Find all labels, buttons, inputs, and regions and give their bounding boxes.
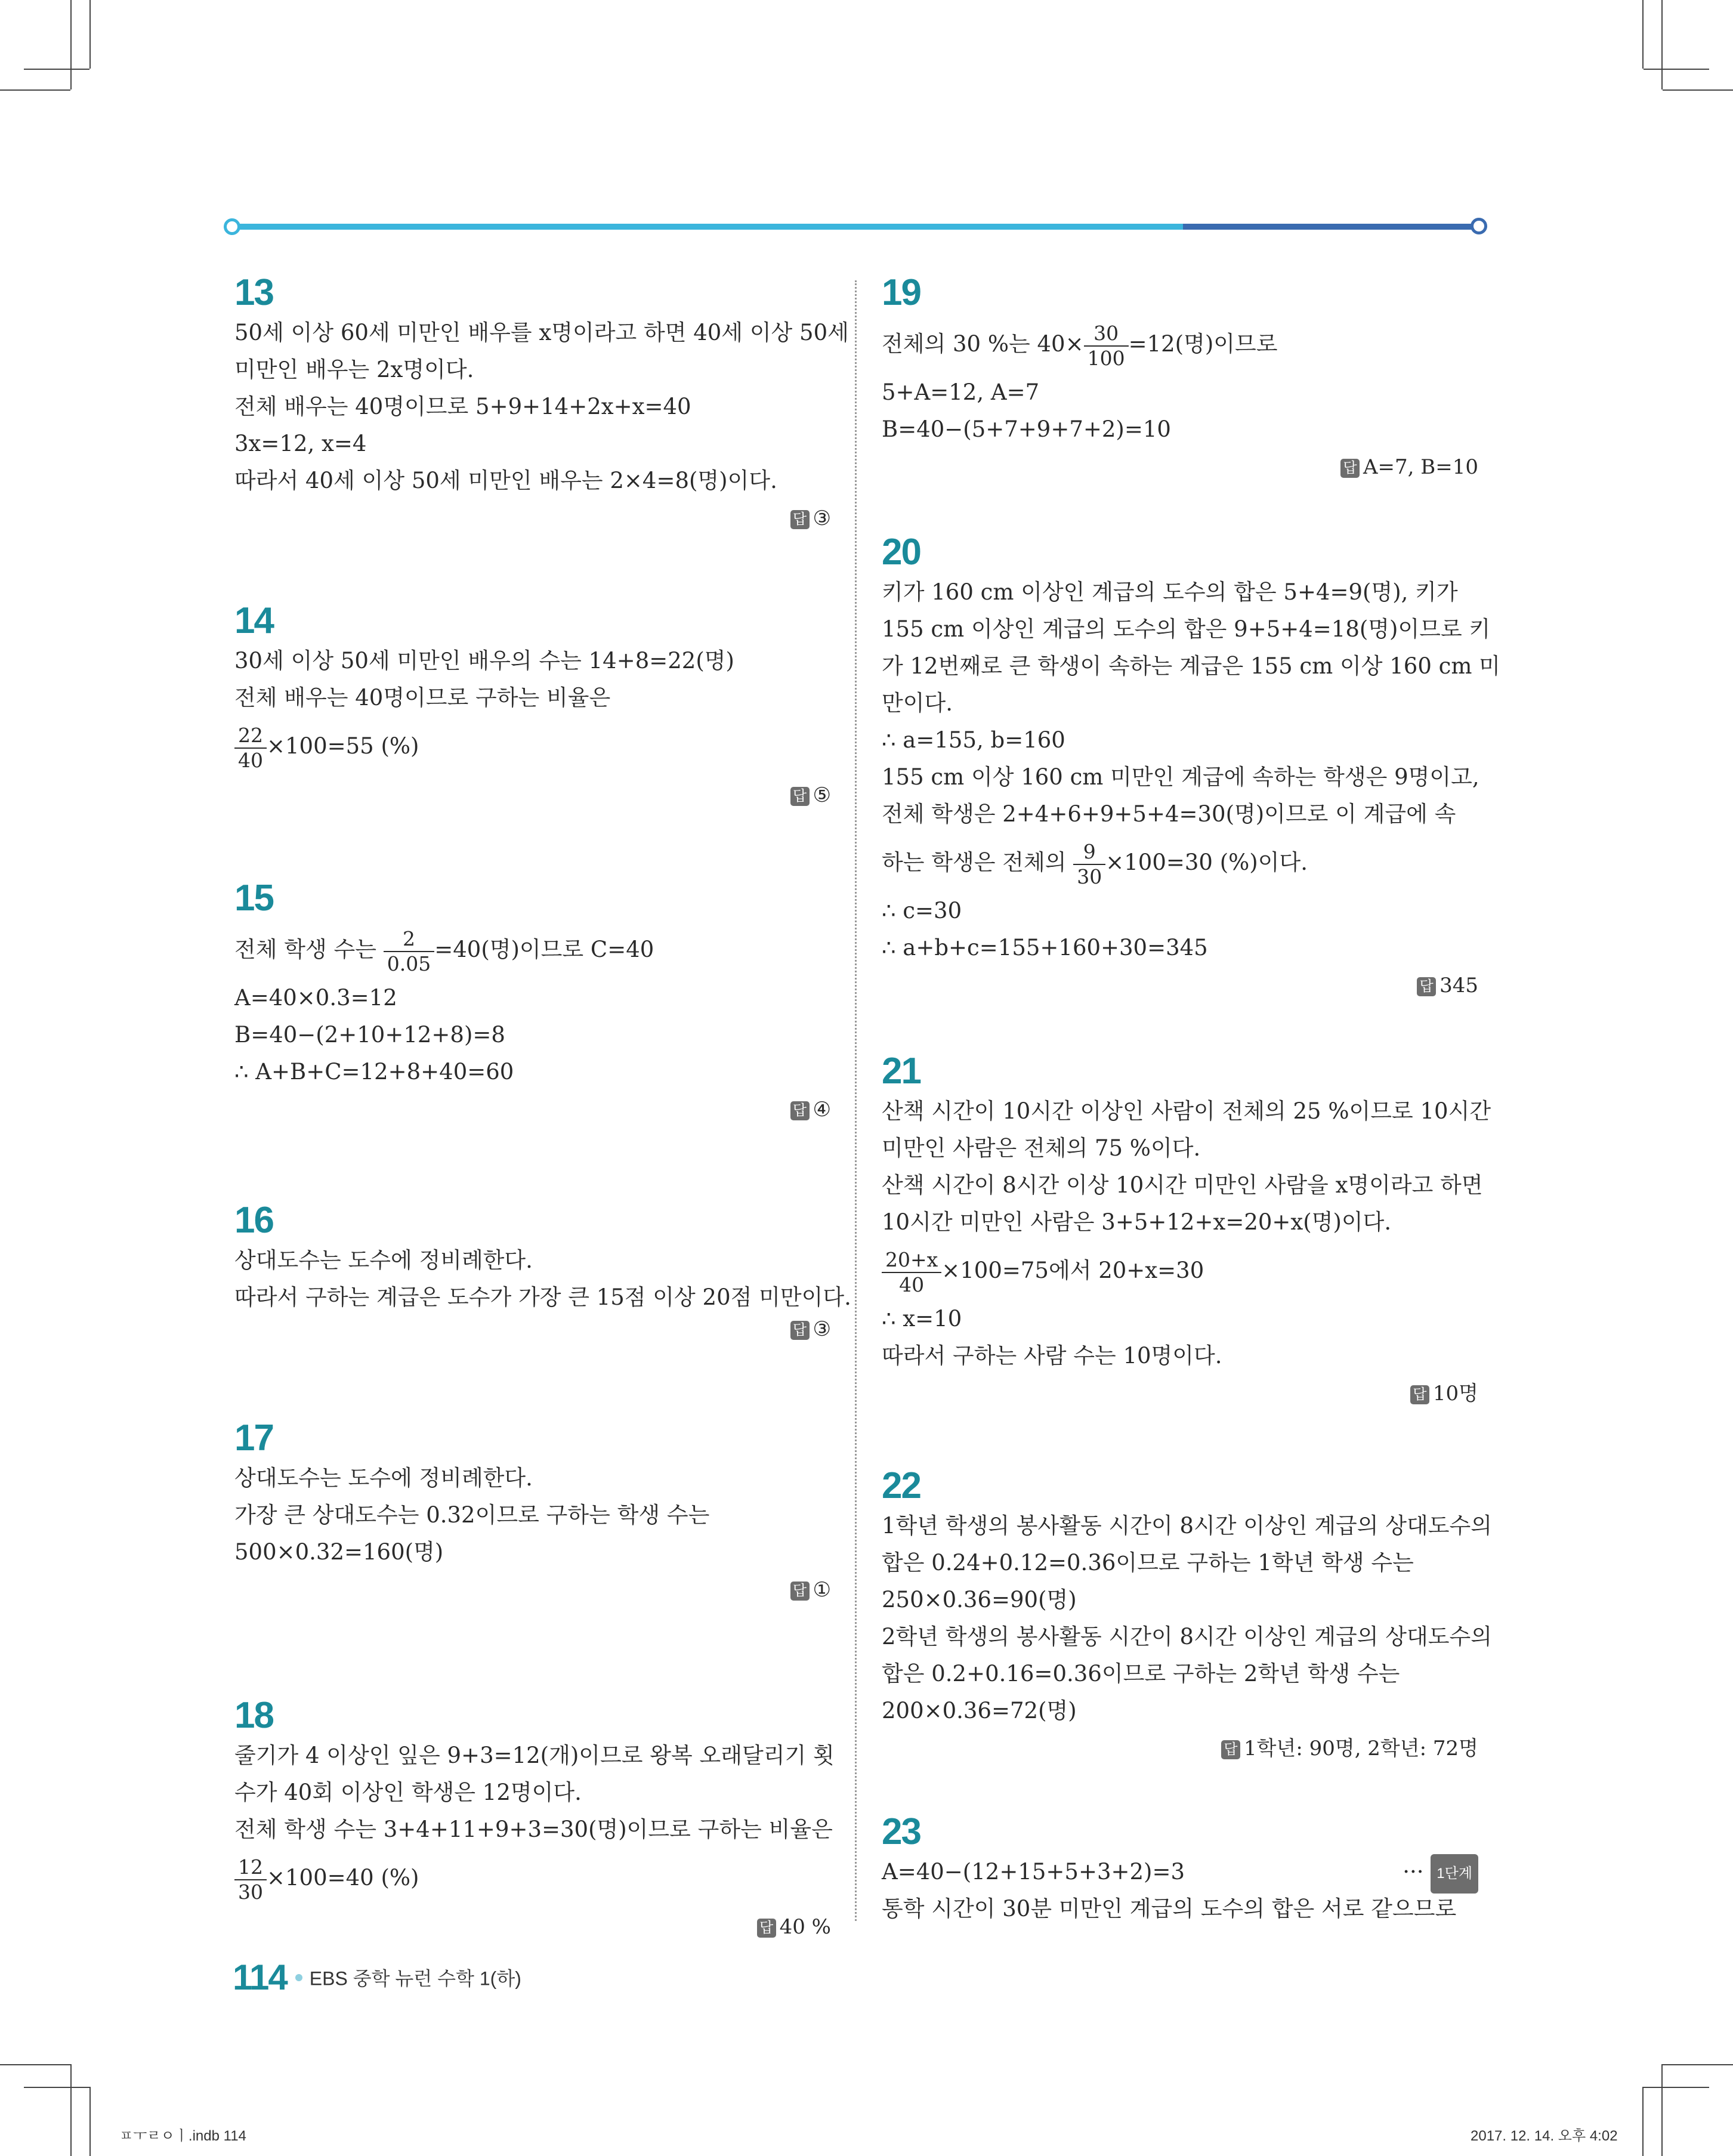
crop-mark <box>24 2087 89 2088</box>
print-file-info: ㅍㅜㄹㅇㅣ.indb 114 <box>119 2128 246 2144</box>
crop-mark <box>1644 69 1709 70</box>
page-footer <box>233 1957 521 1998</box>
solution-line: 2학년 학생의 봉사활동 시간이 8시간 이상인 계급의 상대도수의 <box>882 1624 1492 1650</box>
solution-line: 155 cm 이상 160 cm 미만인 계급에 속하는 학생은 9명이고, <box>882 764 1479 790</box>
problem-21 <box>882 1050 1491 1410</box>
answer <box>882 969 1478 1002</box>
answer-marker: 답 <box>757 1919 776 1938</box>
solution-line: ∴ x=10 <box>882 1306 962 1332</box>
answer-marker: 답 <box>790 1101 810 1120</box>
answer <box>234 1093 831 1126</box>
answer <box>234 502 831 535</box>
book-title: EBS 중학 뉴런 수학 1(하) <box>309 1967 521 1990</box>
solution-line: 가장 큰 상대도수는 0.32이므로 구하는 학생 수는 <box>234 1502 710 1528</box>
column-divider <box>855 280 857 1921</box>
solution-line: 합은 0.24+0.12=0.36이므로 구하는 1학년 학생 수는 <box>882 1550 1414 1576</box>
problem-22 <box>882 1465 1492 1765</box>
answer-value: 345 <box>1439 974 1478 997</box>
fraction: $\frac{9}{30}$ <box>1073 840 1105 889</box>
answer <box>882 1377 1478 1410</box>
solution-line: 전체 학생은 2+4+6+9+5+4=30(명)이므로 이 계급에 속 <box>882 801 1456 827</box>
crop-mark <box>1663 2064 1733 2065</box>
solution-line: ∴ a=155, b=160 <box>882 727 1065 753</box>
solution-line: ∴ A+B+C=12+8+40=60 <box>234 1059 514 1085</box>
solution-line: 155 cm 이상인 계급의 도수의 합은 9+5+4=18(명)이므로 키 <box>882 616 1491 642</box>
problem-number: 14 <box>234 600 273 641</box>
solution-line: 250×0.36=90(명) <box>882 1587 1077 1613</box>
solution-line: 10시간 미만인 사람은 3+5+12+x=20+x(명)이다. <box>882 1209 1392 1235</box>
solution-line: 키가 160 cm 이상인 계급의 도수의 합은 5+4=9(명), 키가 <box>882 579 1458 605</box>
answer-value: 40 % <box>779 1915 831 1939</box>
problem-number: 13 <box>234 272 273 313</box>
solution-line-fraction: 전체 학생 수는 $\frac{2}{0.05}$ =40(명)이므로 C=40 <box>234 926 654 975</box>
solution-line: 따라서 40세 이상 50세 미만인 배우는 2×4=8(명)이다. <box>234 468 777 493</box>
solution-line-stage: A=40−(12+15+5+3+2)=3 ··· 1단계 <box>882 1854 1478 1891</box>
solution-line: 200×0.36=72(명) <box>882 1698 1077 1723</box>
solution-line: 30세 이상 50세 미만인 배우의 수는 14+8=22(명) <box>234 648 734 674</box>
crop-mark <box>89 2087 91 2156</box>
page-number: 114 <box>233 1957 287 1997</box>
bullet-dot <box>295 1974 302 1981</box>
fraction: $\frac{30}{100}$ <box>1084 322 1129 370</box>
answer-value: 1학년: 90명, 2학년: 72명 <box>1244 1737 1478 1760</box>
solution-line-fraction: $\frac{12}{30}$ ×100=40 (%) <box>234 1848 831 1908</box>
problem-number: 16 <box>234 1200 273 1241</box>
solution-line: ∴ c=30 <box>882 898 962 923</box>
answer-marker: 답 <box>1410 1385 1429 1404</box>
solution-line: 산책 시간이 10시간 이상인 사람이 전체의 25 %이므로 10시간 <box>882 1098 1491 1124</box>
crop-mark <box>1642 2087 1644 2156</box>
answer-marker: 답 <box>1417 977 1436 996</box>
problem-number: 17 <box>234 1417 273 1459</box>
answer <box>234 1573 831 1607</box>
answer-value: ① <box>813 1578 831 1602</box>
answer <box>234 1910 831 1944</box>
answer-marker: 답 <box>1340 459 1360 478</box>
solution-line: 따라서 구하는 계급은 도수가 가장 큰 15점 이상 20점 미만이다. <box>234 1284 851 1310</box>
stage-marker: ··· 1단계 <box>1403 1854 1478 1894</box>
answer-marker: 답 <box>790 510 810 529</box>
solution-line-fraction: 전체의 30 %는 40× $\frac{30}{100}$ =12(명)이므로 <box>882 321 1278 370</box>
header-bar-dark <box>1183 224 1475 230</box>
solution-line: 5+A=12, A=7 <box>882 379 1040 405</box>
problem-17 <box>234 1417 831 1607</box>
problem-15 <box>234 877 831 1126</box>
crop-mark <box>89 0 91 69</box>
solution-line: B=40−(5+7+9+7+2)=10 <box>882 416 1171 442</box>
solution-line: 3x=12, x=4 <box>234 431 367 456</box>
solution-line-fraction: 하는 학생은 전체의 $\frac{9}{30}$ ×100=30 (%)이다. <box>882 839 1308 888</box>
problem-13 <box>234 271 849 535</box>
fraction: $\frac{2}{0.05}$ <box>384 927 434 976</box>
solution-line: 수가 40회 이상인 학생은 12명이다. <box>234 1780 582 1805</box>
problem-number: 19 <box>882 272 920 313</box>
problem-19 <box>882 271 1478 484</box>
solution-line: 전체 배우는 40명이므로 구하는 비율은 <box>234 685 611 711</box>
problem-23 <box>882 1811 1478 1928</box>
crop-mark <box>70 2064 72 2156</box>
crop-mark <box>24 69 89 70</box>
answer-marker: 답 <box>790 1582 810 1601</box>
solution-line: A=40×0.3=12 <box>234 985 397 1011</box>
solution-line-fraction: $\frac{22}{40}$ ×100=55 (%) <box>234 716 831 776</box>
problem-number: 23 <box>882 1811 920 1852</box>
answer <box>234 1312 831 1346</box>
answer-value: ③ <box>813 506 831 530</box>
answer-marker: 답 <box>790 787 810 806</box>
solution-line: 만이다. <box>882 690 953 716</box>
stage-badge: 1단계 <box>1431 1854 1478 1894</box>
answer-value: 10명 <box>1432 1382 1478 1406</box>
header-ring-right <box>1471 218 1487 234</box>
problem-number: 15 <box>234 878 273 919</box>
problem-number: 22 <box>882 1465 920 1506</box>
problem-14 <box>234 600 831 812</box>
solution-line: B=40−(2+10+12+8)=8 <box>234 1022 505 1048</box>
crop-mark <box>0 89 70 91</box>
solution-line: 가 12번째로 큰 학생이 속하는 계급은 155 cm 이상 160 cm 미 <box>882 653 1500 679</box>
answer-value: ④ <box>813 1098 831 1122</box>
solution-line: 1학년 학생의 봉사활동 시간이 8시간 이상인 계급의 상대도수의 <box>882 1513 1492 1539</box>
crop-mark <box>1661 2064 1663 2156</box>
answer-value: ③ <box>813 1317 831 1341</box>
header-bar <box>224 218 1488 234</box>
print-timestamp: 2017. 12. 14. 오후 4:02 <box>1471 2128 1618 2144</box>
problem-20 <box>882 531 1500 1002</box>
problem-number: 18 <box>234 1695 273 1736</box>
crop-mark <box>1644 2087 1709 2088</box>
crop-mark <box>1661 0 1663 89</box>
answer <box>882 1732 1478 1765</box>
answer-value: ⑤ <box>813 783 831 807</box>
problem-number: 21 <box>882 1051 920 1092</box>
solution-line: 따라서 구하는 사람 수는 10명이다. <box>882 1343 1222 1369</box>
answer <box>882 450 1478 484</box>
solution-line: 줄기가 4 이상인 잎은 9+3=12(개)이므로 왕복 오래달리기 횟 <box>234 1743 835 1768</box>
solution-line: 상대도수는 도수에 정비례한다. <box>234 1465 533 1491</box>
solution-line: 전체 배우는 40명이므로 5+9+14+2x+x=40 <box>234 394 691 419</box>
crop-mark <box>70 0 72 89</box>
solution-line: 50세 이상 60세 미만인 배우를 x명이라고 하면 40세 이상 50세 <box>234 320 849 345</box>
answer-marker: 답 <box>1221 1740 1240 1759</box>
problem-number: 20 <box>882 532 920 573</box>
solution-line: 통학 시간이 30분 미만인 계급의 도수의 합은 서로 같으므로 <box>882 1896 1457 1922</box>
crop-mark <box>1642 0 1644 69</box>
answer-value: A=7, B=10 <box>1363 455 1478 479</box>
header-ring-left <box>224 218 240 235</box>
fraction: $\frac{20+x}{40}$ <box>882 1248 941 1297</box>
problem-16 <box>234 1199 851 1346</box>
solution-line: ∴ a+b+c=155+160+30=345 <box>882 935 1208 960</box>
solution-line-fraction: $\frac{20+x}{40}$ ×100=75에서 20+x=30 <box>882 1241 1478 1301</box>
solution-line: 합은 0.2+0.16=0.36이므로 구하는 2학년 학생 수는 <box>882 1661 1400 1687</box>
solution-line: 상대도수는 도수에 정비례한다. <box>234 1247 533 1273</box>
problem-18 <box>234 1694 835 1944</box>
answer-marker: 답 <box>790 1321 810 1340</box>
crop-mark <box>0 2064 70 2065</box>
fraction: $\frac{12}{30}$ <box>234 1855 267 1904</box>
solution-line: 미만인 사람은 전체의 75 %이다. <box>882 1135 1201 1161</box>
solution-line: 산책 시간이 8시간 이상 10시간 미만인 사람을 x명이라고 하면 <box>882 1172 1483 1198</box>
solution-line: 미만인 배우는 2x명이다. <box>234 357 474 382</box>
solution-line: 전체 학생 수는 3+4+11+9+3=30(명)이므로 구하는 비율은 <box>234 1817 833 1842</box>
answer <box>234 779 831 812</box>
fraction: $\frac{22}{40}$ <box>234 724 267 773</box>
crop-mark <box>1663 89 1733 91</box>
solution-line: 500×0.32=160(명) <box>234 1539 444 1565</box>
